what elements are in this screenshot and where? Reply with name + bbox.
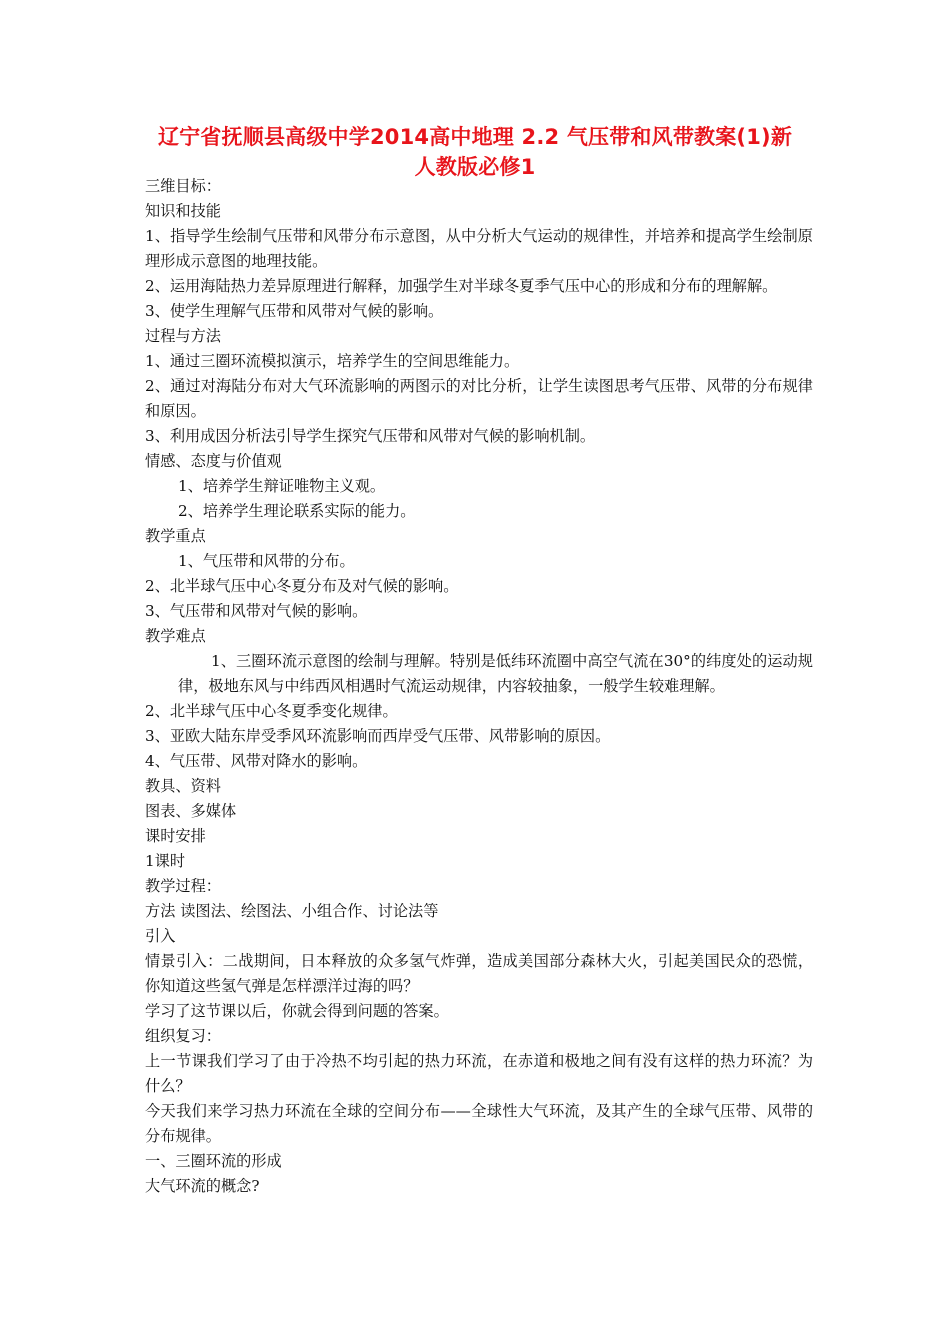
paragraph: 4、气压带、风带对降水的影响。 <box>145 752 368 770</box>
paragraph: 今天我们来学习热力环流在全球的空间分布——全球性大气环流，及其产生的全球气压带、风带的分布规律。 <box>145 1102 813 1145</box>
paragraph: 2、北半球气压中心冬夏分布及对气候的影响。 <box>145 577 459 595</box>
heading-key-points: 教学重点 <box>145 527 206 545</box>
paragraph: 3、使学生理解气压带和风带对气候的影响。 <box>145 302 444 320</box>
paragraph: 1、气压带和风带的分布。 <box>178 552 355 570</box>
paragraph: 2、运用海陆热力差异原理进行解释，加强学生对半球冬夏季气压中心的形成和分布的理解解。 <box>145 277 778 295</box>
paragraph: 3、亚欧大陆东岸受季风环流影响而西岸受气压带、风带影响的原因。 <box>145 727 611 745</box>
paragraph: 1、三圈环流示意图的绘制与理解。特别是低纬环流圈中高空气流在30°的纬度处的运动规律，极地东风与中纬西风相遇时气流运动规律，内容较抽象，一般学生较难理解。 <box>178 652 813 695</box>
heading-introduction: 引入 <box>145 927 176 945</box>
heading-teaching-process: 教学过程： <box>145 877 221 895</box>
paragraph: 1、培养学生辩证唯物主义观。 <box>178 477 386 495</box>
document-title <box>138 122 812 182</box>
paragraph: 情景引入：二战期间，日本释放的众多氢气炸弹，造成美国部分森林大火，引起美国民众的恐慌，你知道这些氢气弹是怎样漂洋过海的吗？ <box>145 952 813 995</box>
paragraph: 方法 读图法、绘图法、小组合作、讨论法等 <box>145 902 439 920</box>
paragraph: 3、利用成因分析法引导学生探究气压带和风带对气候的影响机制。 <box>145 427 596 445</box>
paragraph: 3、气压带和风带对气候的影响。 <box>145 602 368 620</box>
paragraph: 大气环流的概念? <box>145 1177 260 1195</box>
heading-process-methods: 过程与方法 <box>145 327 221 345</box>
paragraph: 上一节课我们学习了由于冷热不均引起的热力环流，在赤道和极地之间有没有这样的热力环流？为什么？ <box>145 1052 813 1095</box>
paragraph: 1、指导学生绘制气压带和风带分布示意图，从中分析大气运动的规律性，并培养和提高学生绘制原理形成示意图的地理技能。 <box>145 227 813 270</box>
paragraph: 1、通过三圈环流模拟演示，培养学生的空间思维能力。 <box>145 352 520 370</box>
heading-section-1: 一、三圈环流的形成 <box>145 1152 282 1170</box>
heading-schedule: 课时安排 <box>145 827 206 845</box>
heading-review: 组织复习： <box>145 1027 221 1045</box>
paragraph: 2、培养学生理论联系实际的能力。 <box>178 502 416 520</box>
heading-knowledge-skills: 知识和技能 <box>145 202 221 220</box>
paragraph: 2、北半球气压中心冬夏季变化规律。 <box>145 702 398 720</box>
document-body <box>145 174 813 1199</box>
paragraph: 1课时 <box>145 852 186 870</box>
heading-objectives: 三维目标： <box>145 177 221 195</box>
heading-difficulties: 教学难点 <box>145 627 206 645</box>
paragraph: 学习了这节课以后，你就会得到问题的答案。 <box>145 1002 449 1020</box>
paragraph: 图表、多媒体 <box>145 802 237 820</box>
paragraph: 2、通过对海陆分布对大气环流影响的两图示的对比分析，让学生读图思考气压带、风带的分布规律和原因。 <box>145 377 813 420</box>
heading-materials: 教具、资料 <box>145 777 221 795</box>
title-line-1: 辽宁省抚顺县高级中学2014高中地理 2.2 气压带和风带教案(1)新 <box>157 125 793 149</box>
heading-attitude-values: 情感、态度与价值观 <box>145 452 282 470</box>
title-line-2: 人教版必修1 <box>414 155 536 179</box>
